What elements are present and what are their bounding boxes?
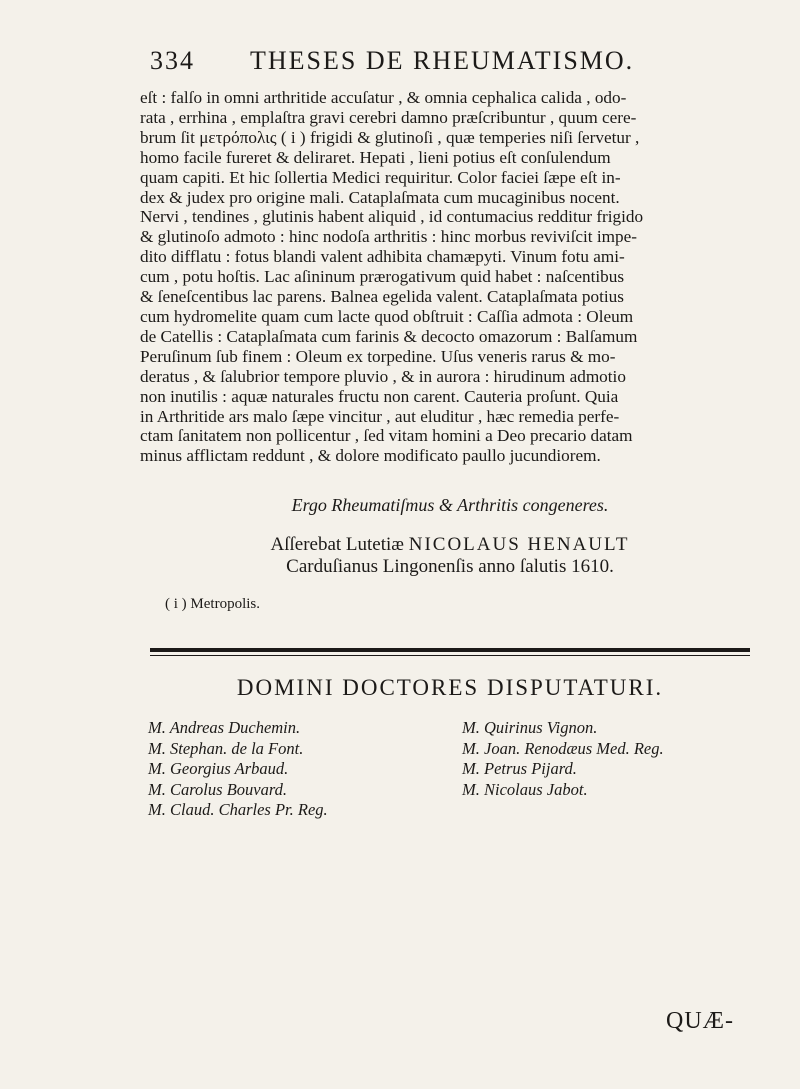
divider-thin [150, 655, 750, 656]
defense-line-1 [150, 534, 750, 556]
text-line: quam capiti. Et hic ſollertia Medici requiritur. Color faciei ſæpe eſt in- [140, 167, 621, 187]
text-line: Peruſinum ſub finem : Oleum ex torpedine. Uſus veneris rarus & mo- [140, 346, 616, 366]
body-paragraph [140, 88, 750, 466]
text-line: minus afflictam reddunt , & dolore modificato paullo jucundiorem. [140, 446, 601, 466]
defense-statement [150, 534, 750, 578]
list-item: M. Nicolaus Jabot. [462, 779, 588, 799]
section-heading: DOMINI DOCTORES DISPUTATURI. [236, 675, 664, 700]
text-line: deratus , & ſalubrior tempore pluvio , & in aurora : hirudinum admotio [140, 366, 626, 386]
running-title: THESES DE RHEUMATISMO. [250, 46, 635, 75]
doctor-list-right [462, 718, 752, 800]
text-line: eſt : falſo in omni arthritide accuſatur , & omnia cephalica calida , odo- [140, 88, 627, 107]
list-item: M. Carolus Bouvard. [148, 779, 288, 799]
list-item: M. Joan. Renodæus Med. Reg. [462, 738, 664, 758]
text-line: non inutilis : aquæ naturales fructu non carent. Cauteria proſunt. Quia [140, 386, 619, 406]
list-item: M. Claud. Charles Pr. Reg. [148, 800, 328, 819]
text-line: brum ſit μετρόπολις ( i ) frigidi & glutinoſi , quæ temperies niſi ſervetur , [140, 127, 640, 147]
text-line: de Catellis : Cataplaſmata cum farinis & decocto omazorum : Balſamum [140, 326, 638, 346]
footnote: ( i ) Metropolis. [165, 596, 260, 612]
text-line: ctam ſanitatem non pollicentur , ſed vitam homini a Deo precario datam [140, 426, 633, 446]
text-line: rata , errhina , emplaſtra gravi cerebri damno præſcribuntur , quum cere- [140, 107, 637, 127]
list-item: M. Georgius Arbaud. [148, 759, 289, 778]
divider-thick [150, 648, 750, 652]
text-line: cum hydromelite quam cum lacte quod obſtruit : Caſſia admota : Oleum [140, 306, 634, 326]
list-item: M. Stephan. de la Font. [148, 738, 304, 758]
author-name: NICOLAUS HENAULT [408, 534, 630, 555]
text-line: homo facile fureret & deliraret. Hepati , lieni potius eſt conſulendum [140, 147, 611, 167]
list-item: M. Quirinus Vignon. [462, 718, 598, 737]
text-line: cum , potu hoſtis. Lac aſininum prærogativum quid habet : naſcentibus [140, 267, 625, 287]
catchword: QUÆ- [666, 1008, 734, 1034]
defense-prefix: Aſſerebat Lutetiæ [270, 534, 404, 555]
page-number: 334 [150, 46, 195, 75]
list-item: M. Andreas Duchemin. [148, 718, 301, 737]
text-line: & ſeneſcentibus lac parens. Balnea egelida valent. Cataplaſmata potius [140, 287, 624, 307]
doctor-list-left [148, 718, 438, 821]
running-head [150, 46, 670, 82]
text-line: in Arthritide ars malo ſæpe vincitur , aut eluditur , hæc remedia perfe- [140, 406, 620, 426]
text-line: dito difflatu : fotus blandi valent adhibita chamæpyti. Vinum fotu ami- [140, 247, 625, 267]
text-line: Nervi , tendines , glutinis habent aliquid , id contumacius redditur frigido [140, 207, 644, 227]
list-item: M. Petrus Pijard. [462, 759, 577, 778]
text-line: dex & judex pro origine mali. Cataplaſmata cum mucaginibus nocent. [140, 187, 620, 207]
defense-line-2: Carduſianus Lingonenſis anno ſalutis 1610. [286, 556, 614, 577]
conclusion-line: Ergo Rheumatiſmus & Arthritis congeneres. [291, 495, 609, 515]
text-line: & glutinoſo admoto : hinc nodoſa arthritis : hinc morbus reviviſcit impe- [140, 227, 637, 247]
